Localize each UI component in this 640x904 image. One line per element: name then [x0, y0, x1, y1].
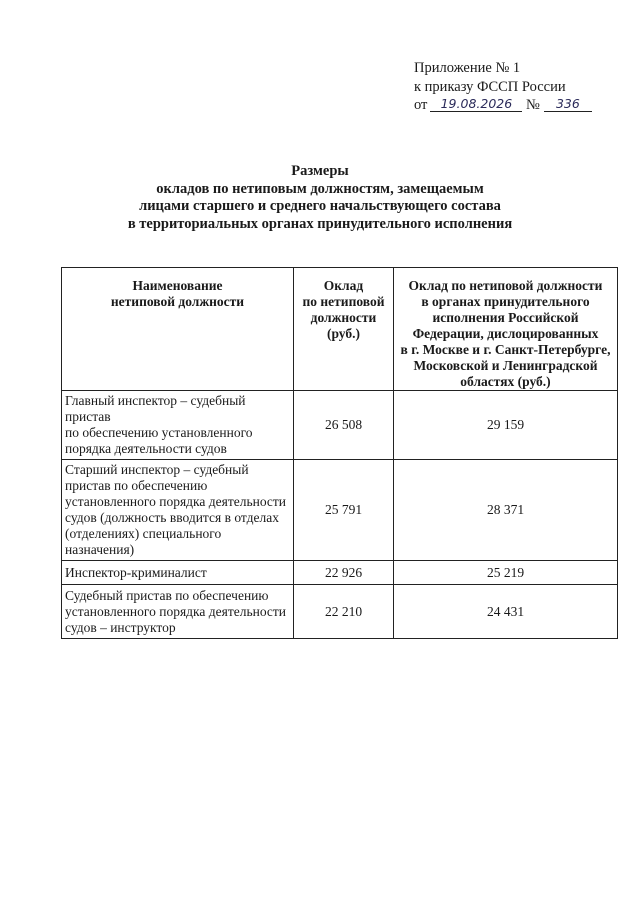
title-line-2: окладов по нетиповым должностям, замещаемым	[156, 180, 484, 197]
salary-msk-cell: 28 371	[394, 460, 618, 561]
position-name-cell	[62, 585, 294, 639]
header-line: по нетиповой	[302, 294, 385, 309]
header-salary	[294, 268, 394, 391]
header-position-name	[62, 268, 294, 391]
position-name-line: по обеспечению установленного	[65, 425, 253, 440]
header-line: в г. Москве и г. Санкт-Петербурге,	[400, 342, 611, 357]
number-prefix: №	[526, 97, 540, 113]
header-line: Федерации, дислоцированных	[412, 326, 599, 341]
position-name-line: судов – инструктор	[65, 619, 176, 635]
table-row	[62, 460, 618, 561]
header-line: (руб.)	[326, 326, 361, 341]
title-line-1: Размеры	[291, 163, 349, 179]
header-line: Московской и Ленинградской	[413, 358, 598, 373]
table-header-row	[62, 268, 618, 391]
position-name-line: пристав по обеспечению	[65, 478, 208, 493]
position-name-line: установленного порядка деятельности	[65, 494, 287, 509]
salary-cell: 22 210	[294, 585, 394, 639]
header-salary-moscow-spb	[394, 268, 618, 391]
position-name-cell	[62, 460, 294, 561]
header-line: Оклад по нетиповой должности	[408, 278, 603, 293]
salary-cell: 25 791	[294, 460, 394, 561]
salary-msk-cell: 25 219	[394, 561, 618, 585]
handwritten-date: 19.08.2026	[430, 97, 522, 112]
header-line: в органах принудительного	[421, 294, 590, 309]
title-line-4: в территориальных органах принудительного исполнения	[127, 215, 513, 232]
header-line: Наименование	[132, 278, 223, 293]
header-line: должности	[310, 310, 377, 325]
table-row	[62, 585, 618, 639]
position-name-line: судов (должность вводится в отделах	[65, 510, 279, 525]
header-line: областях (руб.)	[460, 374, 551, 389]
salary-msk-cell: 24 431	[394, 585, 618, 639]
handwritten-number: 336	[544, 97, 592, 112]
title-line-3: лицами старшего и среднего начальствующего состава	[139, 198, 501, 214]
position-name-line: Судебный пристав по обеспечению	[65, 587, 269, 603]
date-prefix: от	[414, 97, 428, 113]
table-row	[62, 561, 618, 585]
annex-date-number-line	[414, 96, 614, 115]
salary-cell: 22 926	[294, 561, 394, 585]
annex-block	[414, 59, 614, 115]
table-row	[62, 391, 618, 460]
header-line: нетиповой должности	[110, 294, 245, 309]
position-name-cell	[62, 561, 294, 585]
salary-table	[61, 267, 618, 639]
position-name-line: (отделениях) специального назначения)	[65, 526, 222, 557]
salary-cell: 26 508	[294, 391, 394, 460]
position-name-cell	[62, 391, 294, 460]
salary-msk-cell: 29 159	[394, 391, 618, 460]
position-name-line: Главный инспектор – судебный пристав	[65, 393, 246, 424]
position-name-line: Старший инспектор – судебный	[65, 462, 249, 477]
header-line: исполнения Российской	[432, 310, 579, 325]
annex-title: Приложение № 1	[414, 60, 521, 76]
position-name-line: Инспектор-криминалист	[65, 564, 207, 580]
annex-order-ref: к приказу ФССП России	[414, 78, 566, 95]
position-name-line: порядка деятельности судов	[65, 441, 227, 456]
position-name-line: установленного порядка деятельности	[65, 603, 287, 619]
header-line: Оклад	[323, 278, 364, 293]
document-title	[0, 163, 640, 233]
